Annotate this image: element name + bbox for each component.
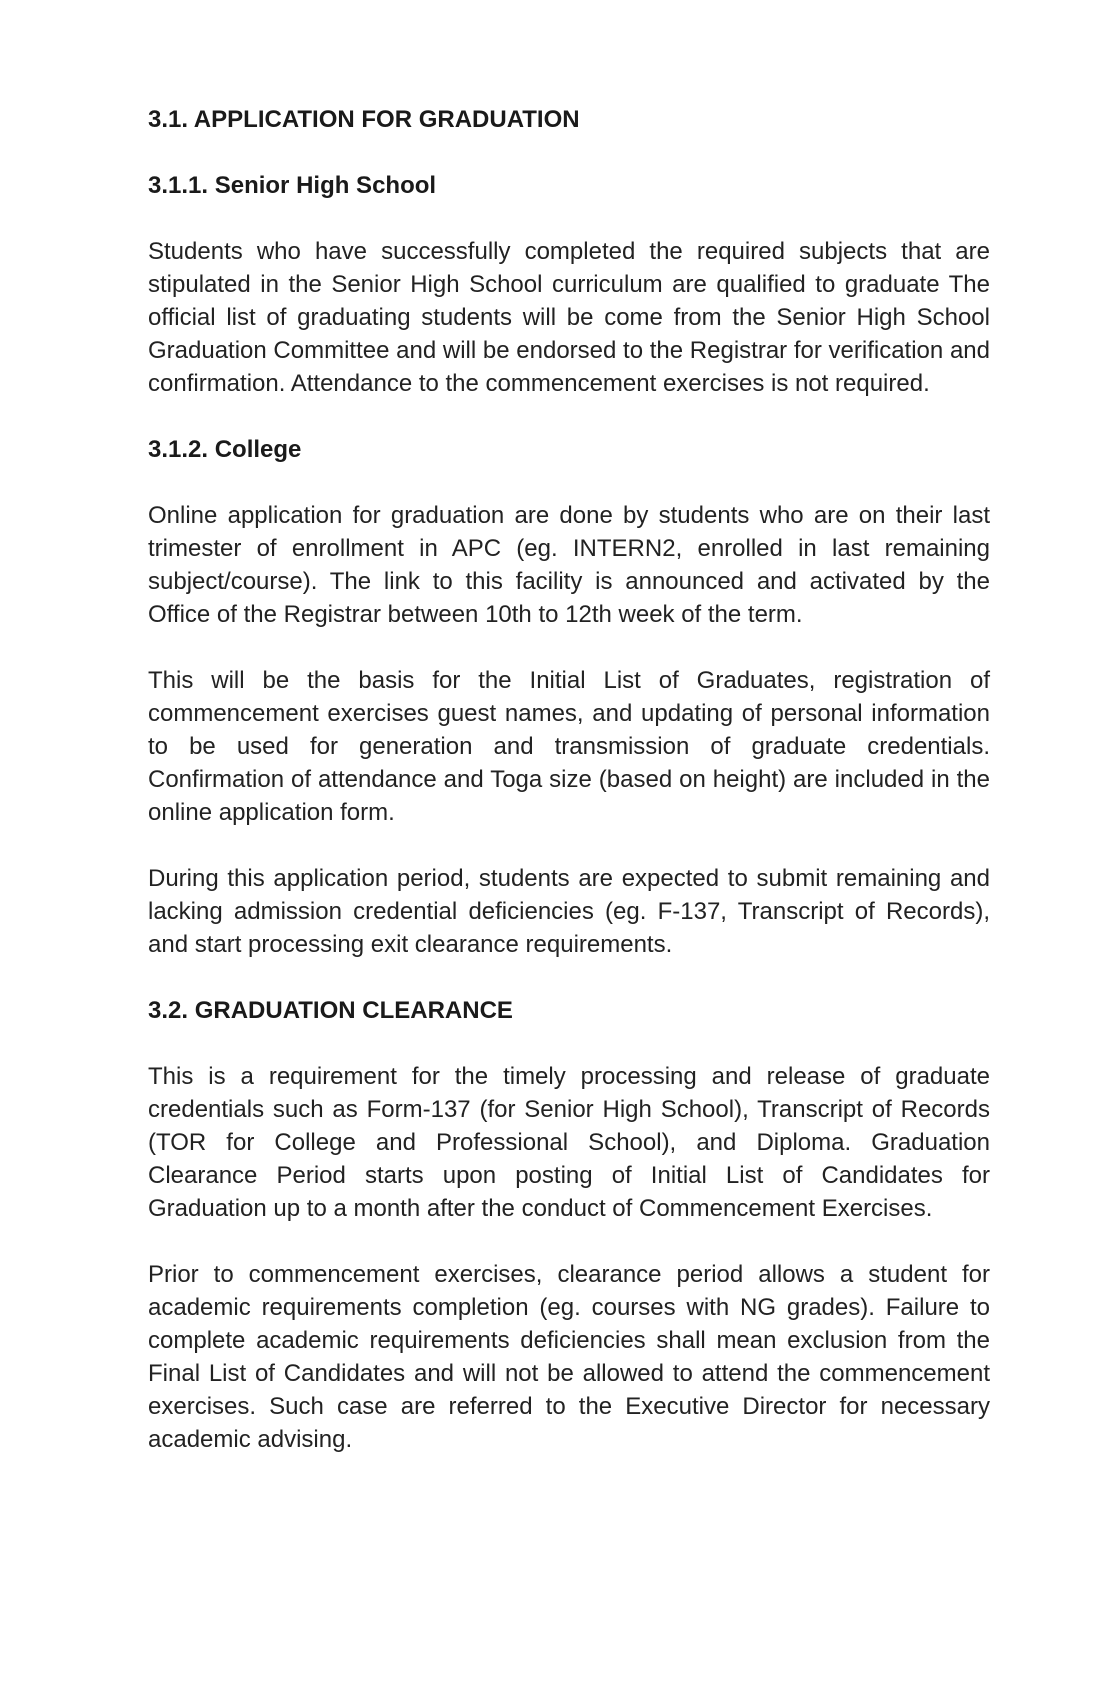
paragraph-college-application-period: During this application period, students are expected to submit remaining and lacking admission credential deficiencies (eg. F-137, Transcript of Records), and start processing exit clearance requirements. [148,865,990,958]
subsection-heading-senior-high-school: 3.1.1. Senior High School [148,172,437,199]
section-heading-graduation-clearance: 3.2. GRADUATION CLEARANCE [148,997,513,1024]
paragraph-clearance-prior-commencement: Prior to commencement exercises, clearance period allows a student for academic requirements completion (eg. courses with NG grades). Failure to complete academic requirements deficiencies shall mean exclusion from the Final List of Candidates and will not be allowed to attend the commencement exercises. Such case are referred to the Executive Director for necessary academic advising. [148,1261,990,1453]
paragraph-college-initial-list: This will be the basis for the Initial List of Graduates, registration of commencement exercises guest names, and updating of personal information to be used for generation and transmission of graduate credentials. Confirmation of attendance and Toga size (based on height) are included in the online application form. [148,667,990,826]
paragraph-senior-high-school: Students who have successfully completed the required subjects that are stipulated in the Senior High School curriculum are qualified to graduate The official list of graduating students will be come from the Senior High School Graduation Committee and will be endorsed to the Registrar for verification and confirmation. Attendance to the commencement exercises is not required. [148,238,990,397]
subsection-heading-college: 3.1.2. College [148,436,302,463]
paragraph-clearance-requirement: This is a requirement for the timely processing and release of graduate credentials such as Form-137 (for Senior High School), Transcript of Records (TOR for College and Professional School), and Diploma. Graduation Clearance Period starts upon posting of Initial List of Candidates for Graduation up to a month after the conduct of Commencement Exercises. [148,1063,990,1222]
paragraph-college-online-application: Online application for graduation are done by students who are on their last trimester of enrollment in APC (eg. INTERN2, enrolled in last remaining subject/course). The link to this facility is announced and activated by the Office of the Registrar between 10th to 12th week of the term. [148,502,990,628]
document-page [148,103,990,1456]
section-heading-application-for-graduation: 3.1. APPLICATION FOR GRADUATION [148,106,580,133]
